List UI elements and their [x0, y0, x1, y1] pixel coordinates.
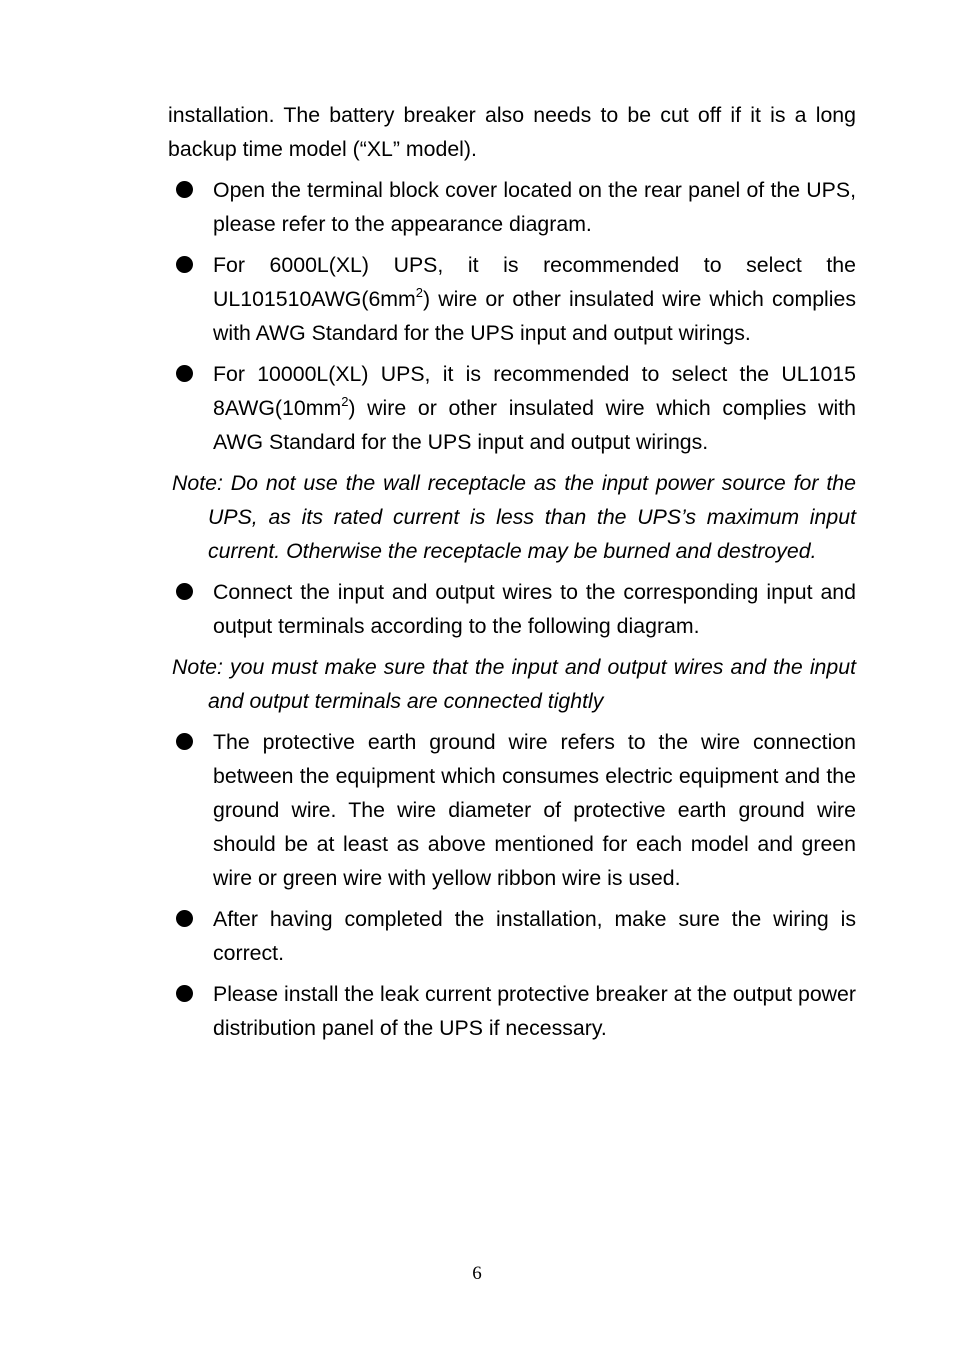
- bullet-text-post: ) wire or other insulated wire which complies with AWG Standard for the UPS input and output wirings.: [213, 396, 856, 454]
- bullet-icon: [176, 733, 193, 750]
- bullet-text: Connect the input and output wires to the corresponding input and output terminals according to the following diagram.: [213, 580, 856, 638]
- bullet-item-10000l-wire: [168, 357, 856, 459]
- bullet-item-earth-ground: [168, 725, 856, 895]
- bullet-text-pre: For 10000L(XL) UPS, it is recommended to select the UL1015 8AWG(10mm: [213, 362, 856, 420]
- intro-paragraph: installation. The battery breaker also needs to be cut off if it is a long backup time model (“XL” model).: [168, 103, 856, 161]
- bullet-icon: [176, 985, 193, 1002]
- note-tight-connection: Note: you must make sure that the input and output wires and the input and output terminals are connected tightly: [172, 655, 856, 713]
- bullet-text: Please install the leak current protective breaker at the output power distribution panel of the UPS if necessary.: [213, 982, 856, 1040]
- bullet-icon: [176, 365, 193, 382]
- note-wall-receptacle: Note: Do not use the wall receptacle as the input power source for the UPS, as its rated current is less than the UPS’s maximum input current. Otherwise the receptacle may be burned and destroyed.: [172, 471, 856, 563]
- bullet-icon: [176, 256, 193, 273]
- bullet-text: Open the terminal block cover located on the rear panel of the UPS, please refer to the appearance diagram.: [213, 178, 856, 236]
- bullet-item-leak-breaker: [168, 977, 856, 1045]
- bullet-text: After having completed the installation, make sure the wiring is correct.: [213, 907, 856, 965]
- page-number: 6: [472, 1263, 482, 1284]
- bullet-text: [213, 357, 856, 459]
- bullet-item-check-wiring: [168, 902, 856, 970]
- bullet-item-6000l-wire: [168, 248, 856, 350]
- document-page-body: [168, 98, 856, 1052]
- bullet-text-post: ) wire or other insulated wire which complies with AWG Standard for the UPS input and output wirings.: [213, 287, 856, 345]
- bullet-item-terminal-cover: [168, 173, 856, 241]
- superscript: 2: [415, 285, 424, 300]
- bullet-icon: [176, 181, 193, 198]
- bullet-text: [213, 248, 856, 350]
- bullet-icon: [176, 910, 193, 927]
- bullet-icon: [176, 583, 193, 600]
- bullet-text: The protective earth ground wire refers to the wire connection between the equipment which consumes electric equipment and the ground wire. The wire diameter of protective earth ground wire should be at least as above mentioned for each model and green wire or green wire with yellow ribbon wire is used.: [213, 730, 856, 890]
- bullet-text-pre: For 6000L(XL) UPS, it is recommended to select the UL101510AWG(6mm: [213, 253, 856, 311]
- superscript: 2: [341, 394, 349, 409]
- bullet-item-connect-wires: [168, 575, 856, 643]
